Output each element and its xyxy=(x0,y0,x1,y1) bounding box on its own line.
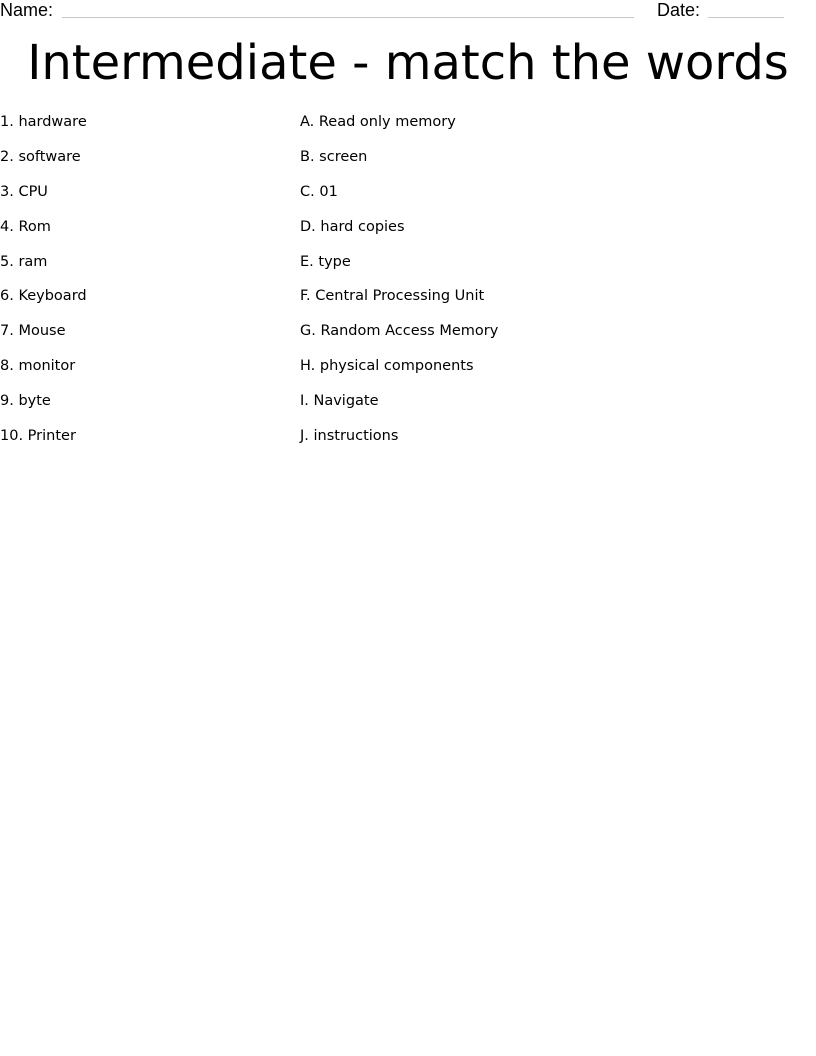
definition-item: C. 01 xyxy=(300,183,338,200)
date-field[interactable] xyxy=(708,17,784,18)
definition-item: G. Random Access Memory xyxy=(300,323,499,340)
worksheet-header xyxy=(0,0,816,22)
term-item: 10. Printer xyxy=(0,428,76,445)
date-label: Date: xyxy=(657,0,701,20)
name-field[interactable] xyxy=(62,17,634,18)
definition-item: D. hard copies xyxy=(300,218,405,235)
page-title: Intermediate - match the words xyxy=(27,35,789,91)
term-item: 1. hardware xyxy=(0,114,87,130)
definition-item: J. instructions xyxy=(300,428,399,445)
definition-item: A. Read only memory xyxy=(300,114,456,130)
name-label: Name: xyxy=(0,0,54,20)
definition-item: I. Navigate xyxy=(300,393,379,410)
term-item: 9. byte xyxy=(0,393,51,410)
definition-item: B. screen xyxy=(300,148,368,165)
definitions-list xyxy=(300,110,800,459)
term-item: 4. Rom xyxy=(0,218,51,235)
terms-list xyxy=(0,110,290,459)
definition-item: E. type xyxy=(300,253,351,270)
term-item: 5. ram xyxy=(0,253,48,270)
term-item: 6. Keyboard xyxy=(0,288,87,305)
definition-item: H. physical components xyxy=(300,358,474,375)
term-item: 7. Mouse xyxy=(0,323,66,340)
term-item: 8. monitor xyxy=(0,358,76,375)
definition-item: F. Central Processing Unit xyxy=(300,288,485,305)
term-item: 3. CPU xyxy=(0,183,48,200)
term-item: 2. software xyxy=(0,148,81,165)
